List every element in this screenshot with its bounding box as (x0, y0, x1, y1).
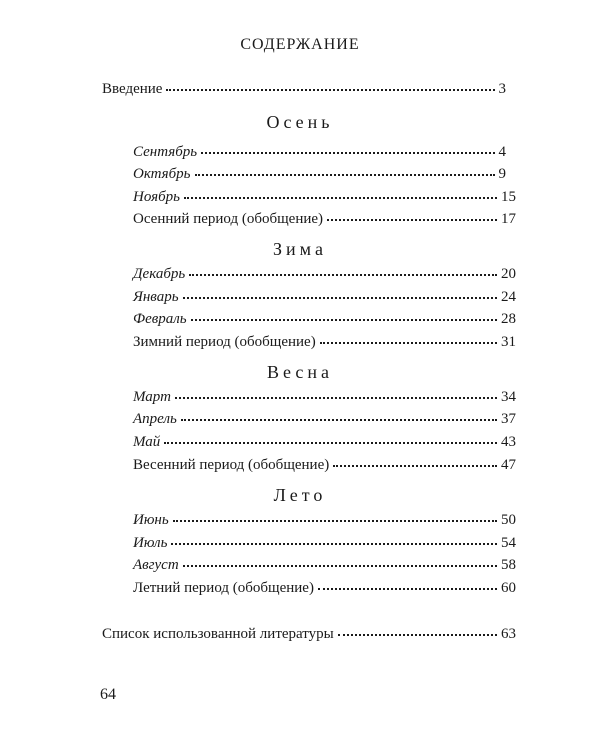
page-number: 64 (100, 686, 116, 703)
toc-entry[interactable] (133, 265, 516, 283)
dot-leader (318, 584, 497, 590)
toc-entry[interactable] (133, 210, 516, 228)
section-title-summer: Лето (273, 485, 327, 505)
dot-leader (195, 170, 495, 176)
toc-entry[interactable] (133, 165, 506, 183)
toc-entry-label: Октябрь (133, 166, 191, 182)
toc-entry[interactable] (133, 388, 516, 406)
dot-leader (320, 338, 497, 344)
toc-entry-label: Весенний период (обобщение) (133, 457, 330, 473)
toc-entry-page: 28 (501, 311, 516, 327)
dot-leader (171, 539, 497, 545)
toc-entry[interactable] (133, 410, 516, 428)
toc-entry-page: 58 (501, 557, 516, 573)
dot-leader (327, 215, 497, 221)
dot-leader (166, 85, 494, 91)
toc-entry-page: 15 (501, 189, 516, 205)
toc-entry[interactable] (133, 534, 516, 552)
section-title-spring: Весна (266, 362, 334, 382)
toc-entry[interactable] (133, 433, 516, 451)
dot-leader (183, 293, 497, 299)
toc-entry-page: 54 (501, 535, 516, 551)
toc-entry-page: 60 (501, 580, 516, 596)
dot-leader (164, 438, 497, 444)
toc-entry-page: 63 (501, 626, 516, 642)
toc-entry-page: 37 (501, 411, 516, 427)
toc-entry[interactable] (133, 188, 516, 206)
toc-entry-page: 24 (501, 289, 516, 305)
toc-entry-page: 4 (498, 144, 506, 160)
toc-entry-page: 34 (501, 389, 516, 405)
toc-entry-references[interactable] (102, 625, 516, 643)
toc-entry-label: Март (133, 389, 171, 405)
toc-entry-label: Декабрь (133, 266, 186, 282)
dot-leader (191, 315, 497, 321)
toc-entry[interactable] (133, 579, 516, 597)
toc-entry-page: 20 (501, 266, 516, 282)
toc-entry-label: Август (133, 557, 179, 573)
toc-entry-page: 47 (501, 457, 516, 473)
toc-entry-label: Ноябрь (133, 189, 180, 205)
dot-leader (201, 148, 494, 154)
toc-entry[interactable] (133, 511, 516, 529)
dot-leader (181, 415, 497, 421)
toc-entry-page: 17 (501, 211, 516, 227)
dot-leader (173, 516, 497, 522)
toc-entry-page: 9 (498, 166, 506, 182)
toc-entry-intro[interactable] (102, 80, 506, 98)
page-title: СОДЕРЖАНИЕ (240, 36, 360, 53)
toc-entry-label: Список использованной литературы (102, 626, 334, 642)
dot-leader (333, 461, 497, 467)
toc-entry-page: 3 (498, 81, 506, 97)
toc-entry[interactable] (133, 310, 516, 328)
dot-leader (338, 630, 497, 636)
toc-entry[interactable] (133, 456, 516, 474)
toc-entry-label: Июль (133, 535, 168, 551)
toc-entry-label: Летний период (обобщение) (133, 580, 314, 596)
dot-leader (175, 393, 497, 399)
toc-entry[interactable] (133, 333, 516, 351)
toc-entry-label: Осенний период (обобщение) (133, 211, 324, 227)
dot-leader (189, 270, 497, 276)
dot-leader (184, 193, 497, 199)
toc-entry-label: Январь (133, 289, 179, 305)
dot-leader (183, 561, 497, 567)
section-title-winter: Зима (273, 239, 327, 259)
toc-entry-page: 50 (501, 512, 516, 528)
toc-entry-label: Сентябрь (133, 144, 198, 160)
toc-entry-label: Май (133, 434, 161, 450)
toc-entry-label: Введение (102, 81, 163, 97)
toc-entry[interactable] (133, 288, 516, 306)
toc-entry-page: 43 (501, 434, 516, 450)
toc-entry-label: Февраль (133, 311, 187, 327)
toc-entry[interactable] (133, 143, 506, 161)
toc-entry-label: Зимний период (обобщение) (133, 334, 316, 350)
toc-entry-label: Апрель (133, 411, 177, 427)
toc-entry[interactable] (133, 556, 516, 574)
toc-entry-label: Июнь (133, 512, 169, 528)
section-title-autumn: Осень (266, 112, 334, 132)
toc-entry-page: 31 (501, 334, 516, 350)
